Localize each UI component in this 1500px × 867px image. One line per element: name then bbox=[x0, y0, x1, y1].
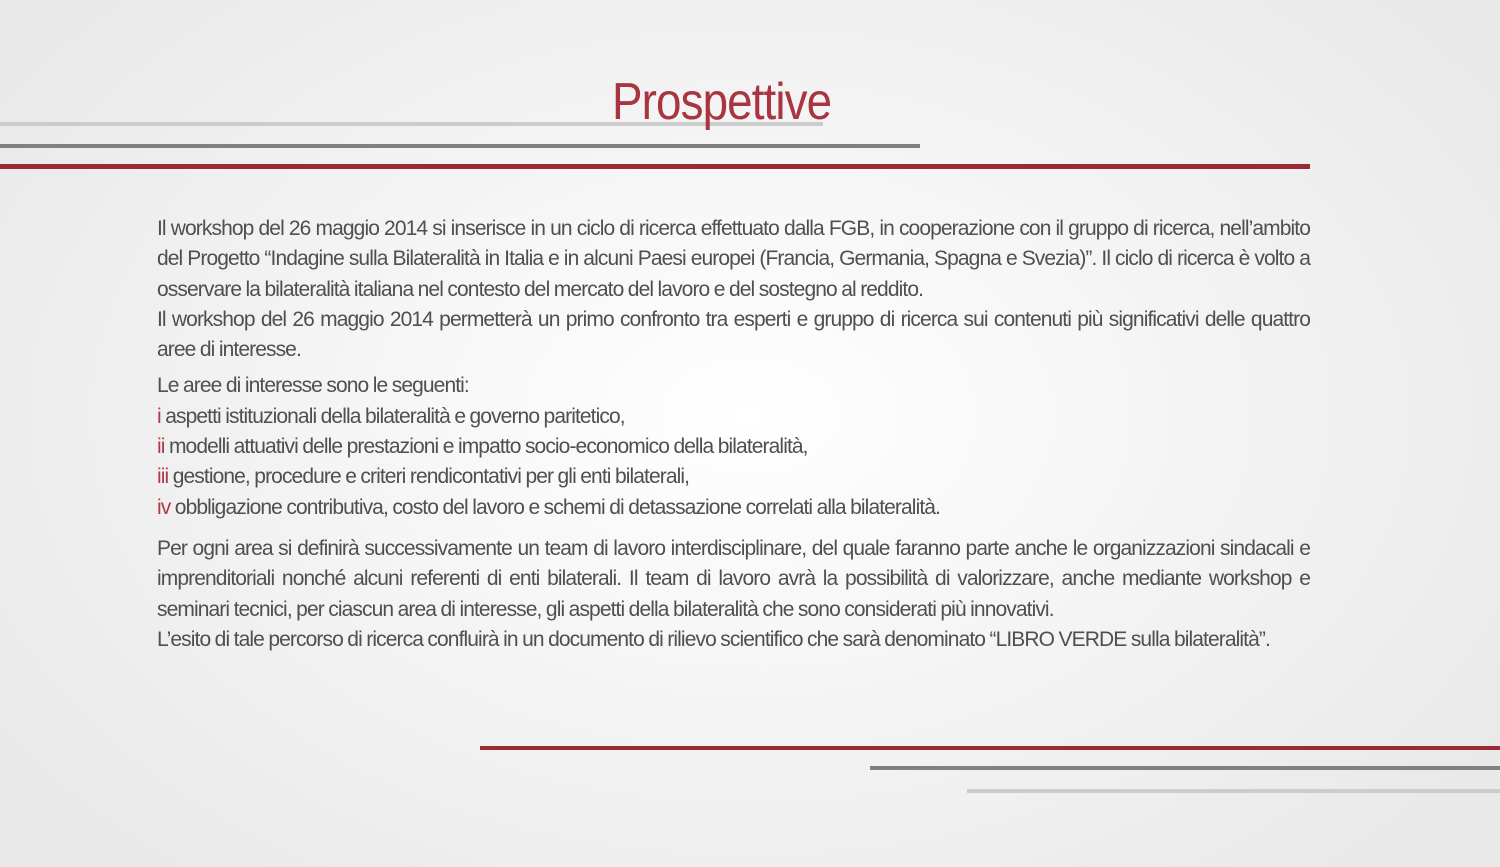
list-numeral: iv bbox=[157, 495, 171, 519]
intro-paragraph-1: Il workshop del 26 maggio 2014 si inserisce in un ciclo di ricerca effettuato dalla FGB, in cooperazione con il gruppo di ricerca, nell’ambito del Progetto “Indagine sulla Bilateralità in Italia e in alcuni Paesi europei (Francia, Germania, Spagna e Svezia)”. Il ciclo di ricerca è volto a osservare la bilateralità italiana nel contesto del mercato del lavoro e del sostegno al reddito. bbox=[157, 217, 1310, 301]
outro-paragraph-2: L’esito di tale percorso di ricerca confluirà in un documento di rilievo scientifico che sarà denominato “LIBRO VERDE sulla bilateralità”. bbox=[157, 627, 1270, 651]
outro-paragraph-1: Per ogni area si definirà successivamente un team di lavoro interdisciplinare, del quale faranno parte anche le organizzazioni sindacali e imprenditoriali nonché alcuni referenti di enti bilaterali. Il team di lavoro avrà la possibilità di valorizzare, anche mediante workshop e seminari tecnici, per ciascun area di interesse, gli aspetti della bilateralità che sono considerati più innovativi. bbox=[157, 536, 1310, 621]
page-title: Prospettive bbox=[612, 73, 832, 131]
bottom-dark-rule bbox=[870, 766, 1500, 770]
list-item-text: gestione, procedure e criteri rendicontativi per gli enti bilaterali, bbox=[168, 465, 690, 489]
areas-list bbox=[157, 402, 1310, 523]
list-item bbox=[157, 462, 1310, 492]
bottom-accent-rule bbox=[480, 746, 1500, 750]
list-numeral: iii bbox=[157, 465, 169, 489]
list-item-text: obbligazione contributiva, costo del lavoro e schemi di detassazione correlati alla bilateralità. bbox=[170, 495, 940, 519]
slide-body bbox=[157, 214, 1310, 655]
list-item bbox=[157, 402, 1310, 432]
intro-paragraph-2: Il workshop del 26 maggio 2014 permetterà un primo confronto tra esperti e gruppo di ricerca sui contenuti più significativi delle quattro aree di interesse. bbox=[157, 307, 1310, 362]
list-item bbox=[157, 432, 1310, 462]
list-numeral: i bbox=[157, 404, 161, 428]
outro-block bbox=[157, 534, 1310, 655]
bottom-light-rule bbox=[967, 789, 1500, 793]
areas-intro: Le aree di interesse sono le seguenti: bbox=[157, 374, 469, 398]
list-item-text: modelli attuativi delle prestazioni e impatto socio-economico della bilateralità, bbox=[164, 435, 808, 459]
top-dark-rule bbox=[0, 144, 920, 148]
list-item bbox=[157, 493, 1310, 523]
list-numeral: ii bbox=[157, 435, 165, 459]
list-item-text: aspetti istituzionali della bilateralità e governo paritetico, bbox=[160, 404, 625, 428]
top-accent-rule bbox=[0, 164, 1310, 169]
